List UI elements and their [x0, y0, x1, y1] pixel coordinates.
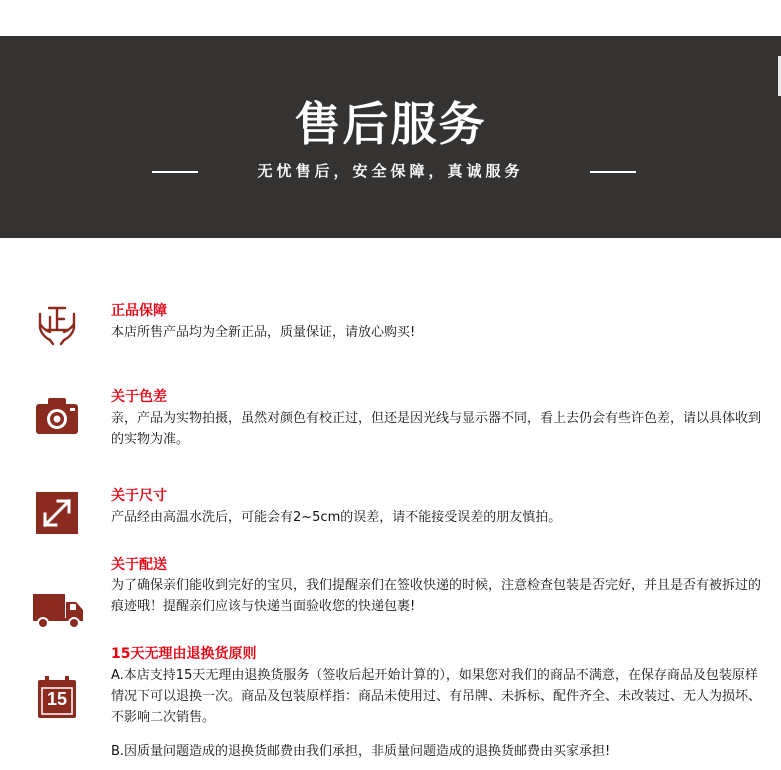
- size-arrow-icon: [34, 490, 80, 536]
- divider-right: [590, 171, 636, 173]
- section-title: 关于尺寸: [111, 488, 167, 504]
- section-text: 为了确保亲们能收到完好的宝贝，我们提醒亲们在签收快递的时候，注意检查包装是否完好，并且是否有被拆过的痕迹哦！提醒亲们应该与快递当面验收您的快递包裹!: [111, 578, 762, 614]
- section-text-b: B.因质量问题造成的退换货邮费由我们承担，非质量问题造成的退换货邮费由买家承担!: [111, 744, 611, 759]
- calendar-15-icon: [37, 675, 77, 719]
- section-text: 产品经由高温水洗后，可能会有2~5cm的误差，请不能接受误差的朋友慎拍。: [111, 510, 562, 525]
- camera-icon: [34, 392, 80, 438]
- section-text: 本店所售产品均为全新正品，质量保证，请放心购买!: [111, 325, 416, 340]
- section-text: 亲，产品为实物拍摄，虽然对颜色有校正过，但还是因光线与显示器不同，看上去仍会有些许色差，请以具体收到的实物为准。: [111, 411, 762, 447]
- section-title: 关于配送: [111, 557, 167, 573]
- section-text-a: A.本店支持15天无理由退换货服务（签收后起开始计算的），如果您对我们的商品不满意，在保存商品及包装原样情况下可以退换一次。商品及包装原样指：商品未使用过、有吊牌、未拆标、配件齐全、未改装过、无人为损坏、不影响二次销售。: [111, 668, 762, 725]
- section-title: 关于色差: [111, 389, 167, 405]
- delivery-truck-icon: [32, 588, 84, 630]
- page-title: 售后服务: [294, 97, 487, 151]
- calendar-number: 15: [46, 689, 68, 709]
- section-title: 15天无理由退换货原则: [111, 646, 257, 662]
- authentic-hands-icon: [34, 300, 80, 346]
- section-title: 正品保障: [111, 303, 167, 319]
- page-subtitle: 无忧售后，安全保障，真诚服务: [257, 162, 524, 180]
